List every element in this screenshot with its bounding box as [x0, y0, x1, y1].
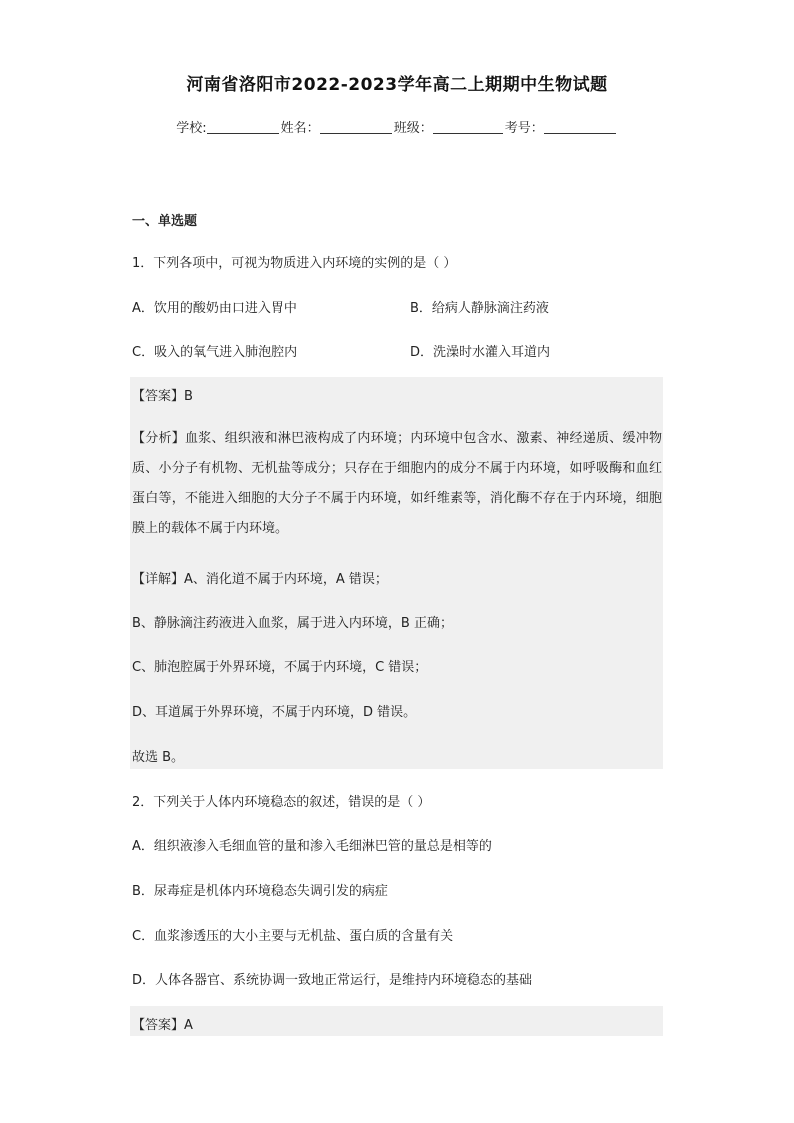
name-blank: [320, 120, 392, 134]
exam-number-label: 考号：: [504, 121, 544, 136]
q1-detail-b: B、静脉滴注药液进入血浆，属于进入内环境，B 正确；: [132, 616, 453, 631]
q1-answer: 【答案】B: [132, 389, 193, 404]
class-label: 班级：: [393, 121, 433, 136]
q1-detail-d: D、耳道属于外界环境，不属于内环境，D 错误。: [132, 705, 417, 720]
q1-option-a: A．饮用的酸奶由口进入胃中: [132, 301, 297, 316]
q2-stem: 2．下列关于人体内环境稳态的叙述，错误的是（ ）: [132, 795, 431, 810]
page-title: 河南省洛阳市2022-2023学年高二上期期中生物试题: [186, 75, 608, 95]
q2-option-d: D．人体各器官、系统协调一致地正常运行，是维持内环境稳态的基础: [132, 973, 533, 988]
q1-option-c: C．吸入的氧气进入肺泡腔内: [132, 345, 298, 360]
q2-answer: 【答案】A: [132, 1018, 193, 1033]
q2-option-b: B．尿毒症是机体内环境稳态失调引发的病症: [132, 884, 388, 899]
exam-number-blank: [544, 120, 616, 134]
q2-solution-box: [130, 1006, 663, 1036]
q1-option-d: D．洗澡时水灌入耳道内: [410, 345, 551, 360]
school-blank: [207, 120, 279, 134]
section-heading: 一、单选题: [132, 214, 198, 229]
q1-stem: 1．下列各项中，可视为物质进入内环境的实例的是（ ）: [132, 256, 457, 271]
q1-detail-a: 【详解】A、消化道不属于内环境，A 错误；: [132, 572, 388, 587]
q2-option-a: A．组织液渗入毛细血管的量和渗入毛细淋巴管的量总是相等的: [132, 839, 492, 854]
student-info-line: [0, 117, 794, 136]
q1-option-b: B．给病人静脉滴注药液: [410, 301, 549, 316]
q2-option-c: C．血浆渗透压的大小主要与无机盐、蛋白质的含量有关: [132, 929, 454, 944]
class-blank: [433, 120, 503, 134]
q1-detail-c: C、肺泡腔属于外界环境，不属于内环境，C 错误；: [132, 660, 428, 675]
school-label: 学校:: [176, 121, 207, 136]
q1-analysis: 【分析】血浆、组织液和淋巴液构成了内环境；内环境中包含水、激素、神经递质、缓冲物质、小分子有机物、无机盐等成分；只存在于细胞内的成分不属于内环境，如呼吸酶和血红蛋白等，不能进入细胞的大分子不属于内环境，如纤维素等，消化酶不存在于内环境，细胞膜上的载体不属于内环境。: [132, 431, 662, 536]
name-label: 姓名：: [280, 121, 320, 136]
q1-conclusion: 故选 B。: [132, 750, 185, 765]
